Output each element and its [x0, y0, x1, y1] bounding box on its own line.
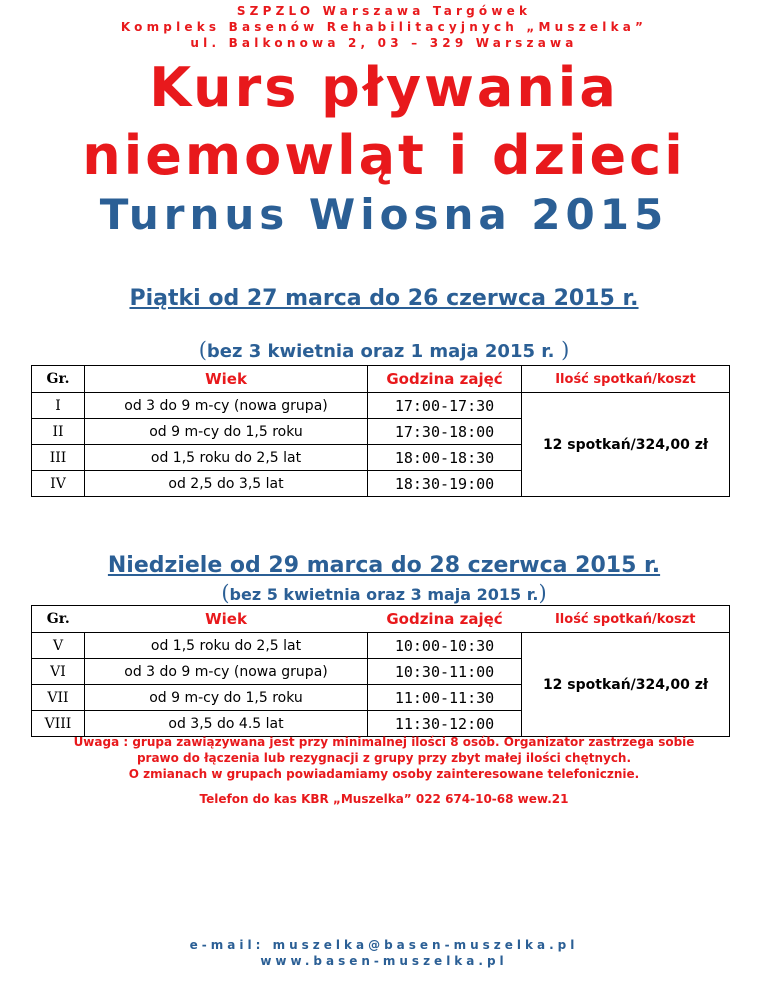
age-cell: od 3 do 9 m-cy (nowa grupa): [85, 659, 368, 685]
exception-text: bez 3 kwietnia oraz 1 maja 2015 r.: [206, 341, 555, 362]
contact-email[interactable]: e-mail: muszelka@basen-muszelka.pl: [189, 938, 579, 952]
age-cell: od 1,5 roku do 2,5 lat: [85, 633, 368, 659]
column-header-time: Godzina zajęć: [368, 606, 522, 633]
title-course: Kurs pływania: [149, 56, 619, 119]
group-cell: IV: [32, 471, 85, 497]
time-cell: 11:30-12:00: [368, 711, 522, 737]
title-audience: niemowląt i dzieci: [82, 124, 686, 187]
age-cell: od 9 m-cy do 1,5 roku: [85, 685, 368, 711]
header-address: ul. Balkonowa 2, 03 – 329 Warszawa: [190, 36, 578, 50]
title-term: Turnus Wiosna 2015: [99, 190, 669, 239]
time-cell: 10:00-10:30: [368, 633, 522, 659]
group-cell: V: [32, 633, 85, 659]
paren-close: ): [538, 581, 547, 605]
notice-line: prawo do łączenia lub rezygnacji z grupy przy zbyt małej ilości chętnych.: [136, 751, 632, 765]
age-cell: od 2,5 do 3,5 lat: [85, 471, 368, 497]
cost-cell: 12 spotkań/324,00 zł: [522, 393, 730, 497]
cost-cell: 12 spotkań/324,00 zł: [522, 633, 730, 737]
group-cell: VI: [32, 659, 85, 685]
schedule-table-fridays: [31, 365, 730, 497]
age-cell: od 3,5 do 4.5 lat: [85, 711, 368, 737]
phone-info: Telefon do kas KBR „Muszelka” 022 674-10-68 wew.21: [199, 792, 569, 806]
section-sundays-exception: [0, 581, 768, 605]
column-header-group: Gr.: [32, 366, 85, 393]
section-sundays-heading: Niedziele od 29 marca do 28 czerwca 2015 r.: [107, 553, 661, 578]
column-header-cost: Ilość spotkań/koszt: [522, 606, 730, 633]
table-header-row: [32, 366, 730, 393]
table-row: [32, 633, 730, 659]
paren-close: ): [554, 338, 570, 362]
header-organization: SZPZLO Warszawa Targówek: [236, 4, 532, 18]
paren-open: (: [198, 338, 207, 362]
group-cell: I: [32, 393, 85, 419]
time-cell: 17:00-17:30: [368, 393, 522, 419]
column-header-time: Godzina zajęć: [368, 366, 522, 393]
time-cell: 17:30-18:00: [368, 419, 522, 445]
notice-line: Uwaga : grupa zawiązywana jest przy minimalnej ilości 8 osób. Organizator zastrzega sobie: [73, 735, 695, 749]
column-header-age: Wiek: [85, 606, 368, 633]
table-row: [32, 393, 730, 419]
column-header-age: Wiek: [85, 366, 368, 393]
column-header-group: Gr.: [32, 606, 85, 633]
age-cell: od 1,5 roku do 2,5 lat: [85, 445, 368, 471]
group-cell: VIII: [32, 711, 85, 737]
group-cell: III: [32, 445, 85, 471]
section-fridays-heading: Piątki od 27 marca do 26 czerwca 2015 r.: [129, 286, 639, 311]
contact-website[interactable]: www.basen-muszelka.pl: [260, 954, 508, 968]
table-header-row: [32, 606, 730, 633]
time-cell: 18:00-18:30: [368, 445, 522, 471]
notice: [0, 734, 768, 782]
age-cell: od 3 do 9 m-cy (nowa grupa): [85, 393, 368, 419]
age-cell: od 9 m-cy do 1,5 roku: [85, 419, 368, 445]
group-cell: VII: [32, 685, 85, 711]
exception-text: bez 5 kwietnia oraz 3 maja 2015 r.: [229, 585, 539, 604]
notice-line: O zmianach w grupach powiadamiamy osoby zainteresowane telefonicznie.: [128, 767, 640, 781]
section-fridays-exception: [0, 338, 768, 362]
time-cell: 11:00-11:30: [368, 685, 522, 711]
time-cell: 10:30-11:00: [368, 659, 522, 685]
time-cell: 18:30-19:00: [368, 471, 522, 497]
group-cell: II: [32, 419, 85, 445]
column-header-cost: Ilość spotkań/koszt: [522, 366, 730, 393]
paren-open: (: [221, 581, 230, 605]
header-facility: Kompleks Basenów Rehabilitacyjnych „Muszelka”: [120, 20, 648, 34]
schedule-table-sundays: [31, 605, 730, 737]
